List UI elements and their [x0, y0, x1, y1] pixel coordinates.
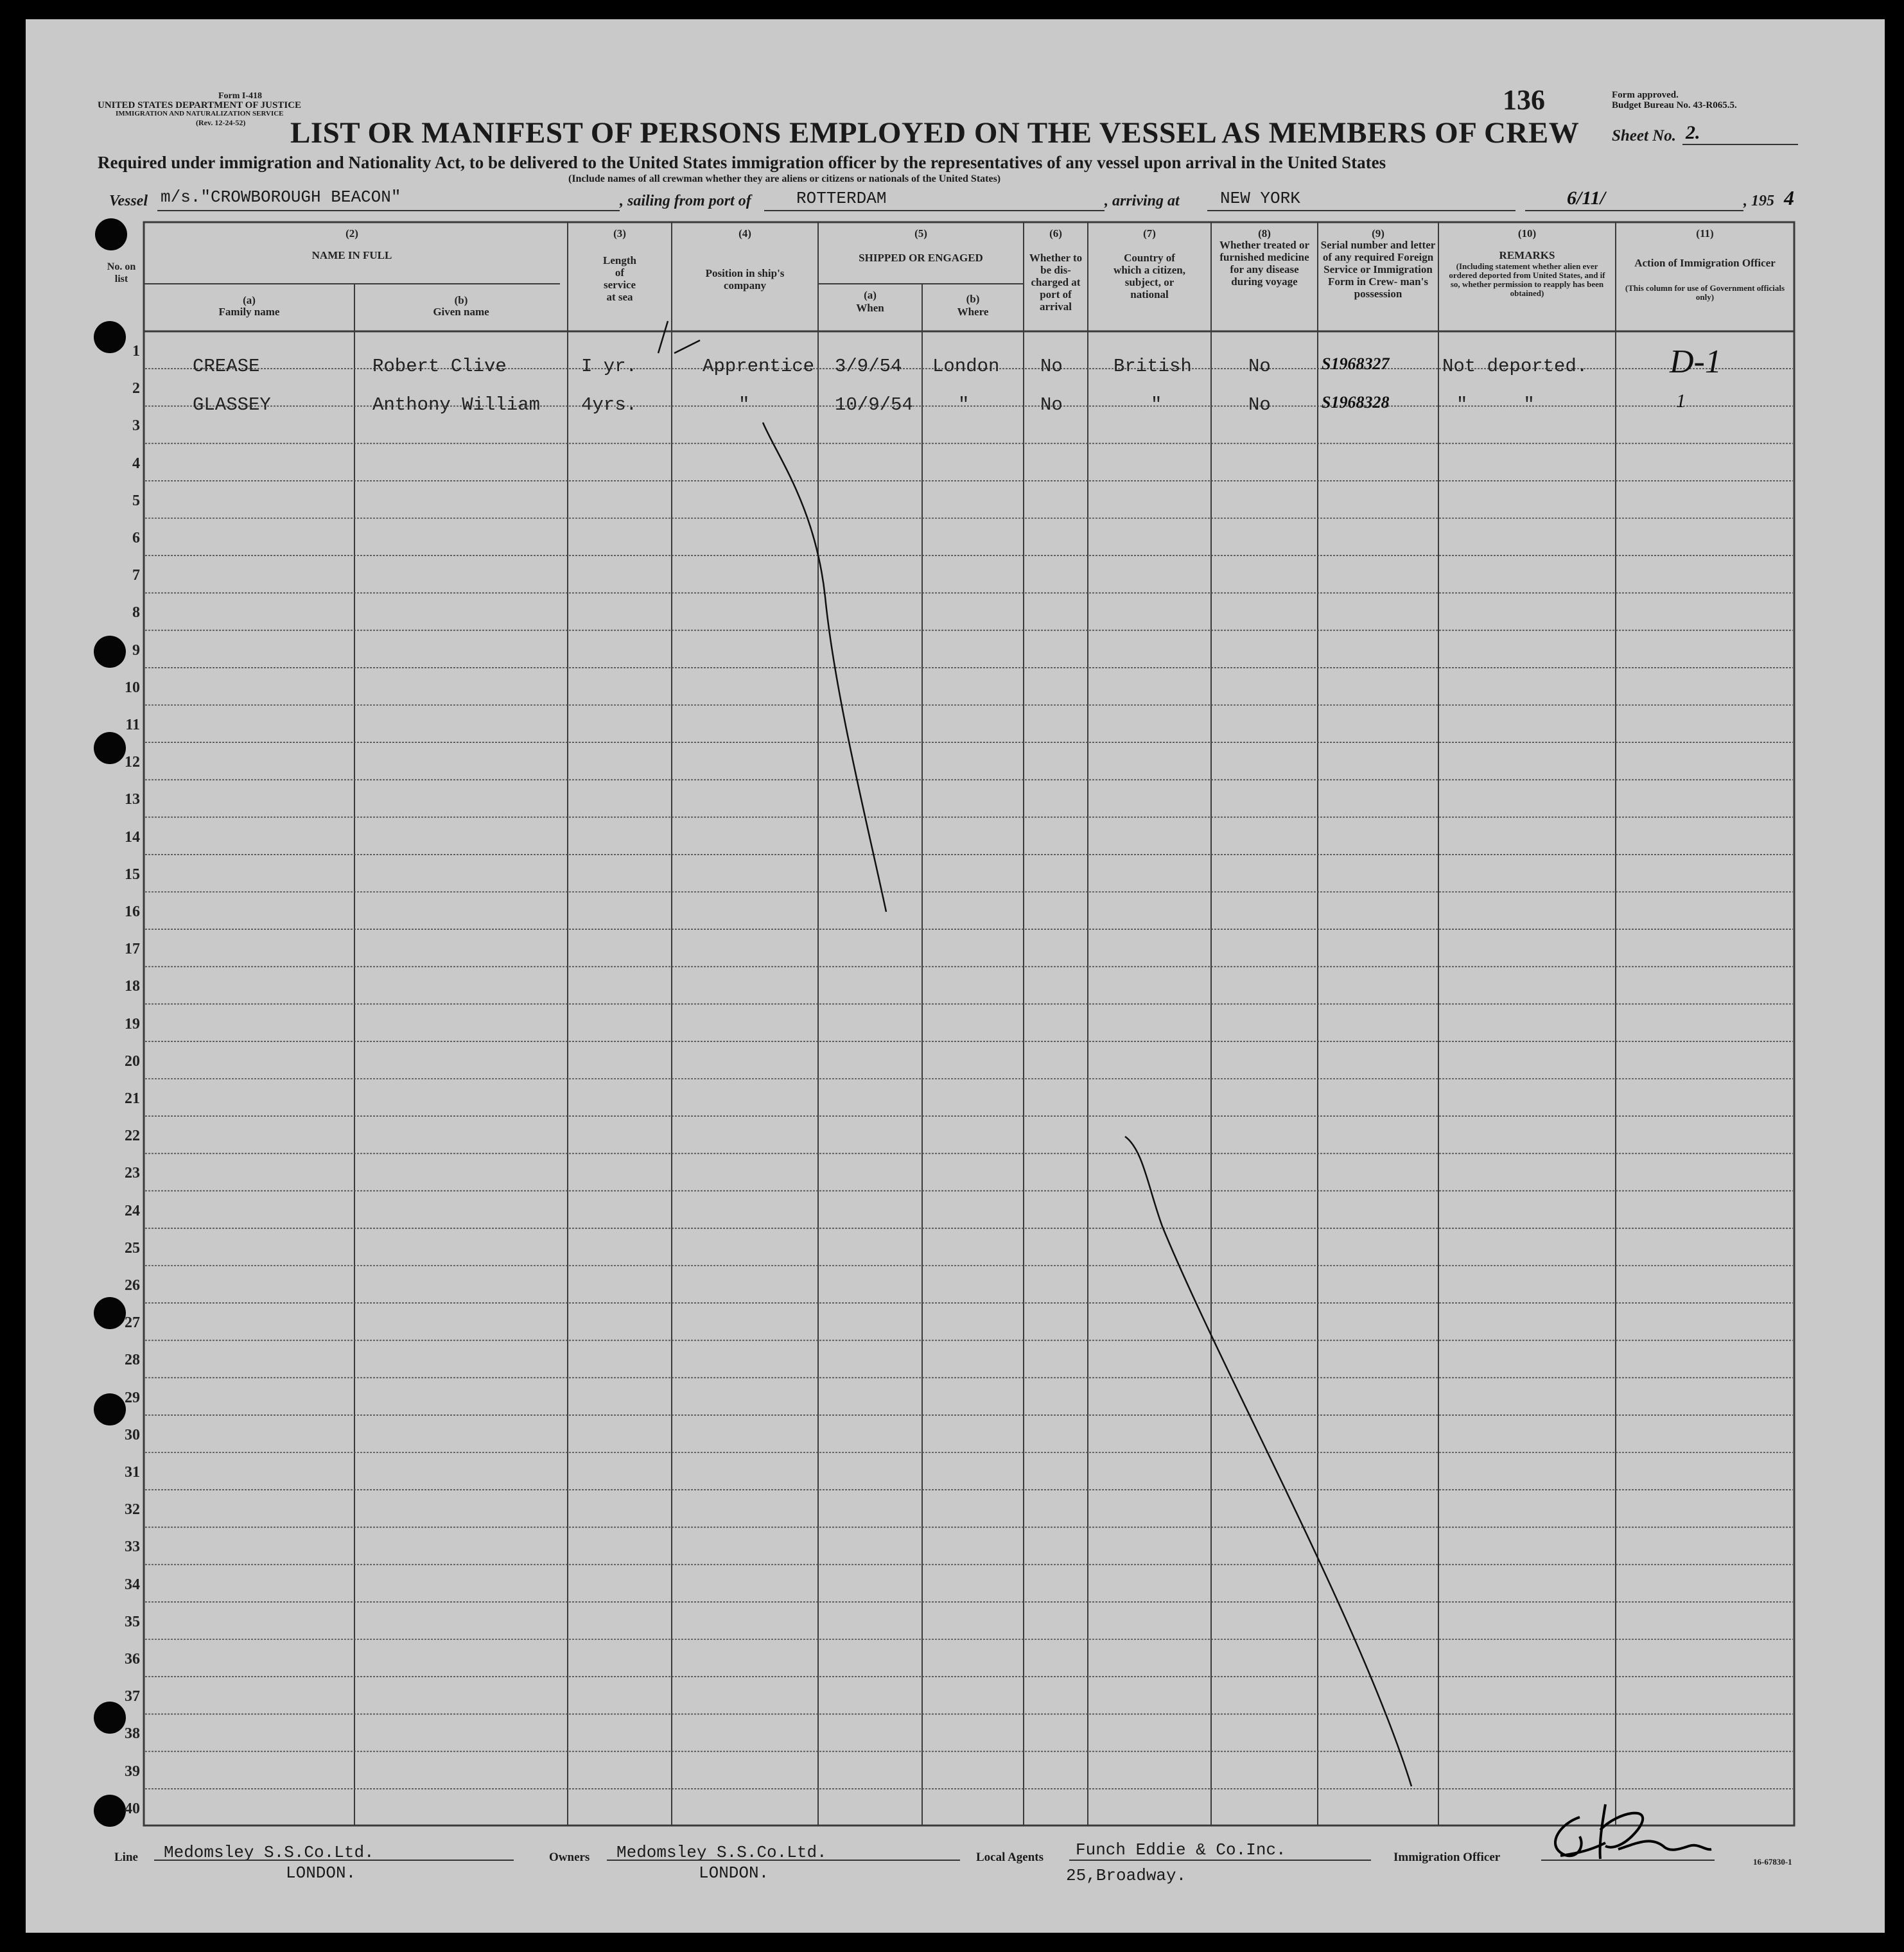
col-country-num: (7): [1143, 227, 1156, 240]
row-number: 40: [125, 1800, 140, 1817]
serial-number: S1968327: [1322, 354, 1390, 373]
row-number: 7: [132, 567, 140, 584]
col-name-num: (2): [345, 227, 358, 240]
col-name-title: NAME IN FULL: [311, 249, 392, 261]
given-name: Anthony William: [372, 394, 541, 415]
family-name: CREASE: [193, 356, 260, 377]
col-discharged-num: (6): [1049, 227, 1062, 240]
row-number: 36: [125, 1651, 140, 1668]
row-number: 30: [125, 1426, 140, 1443]
officer-action: 1: [1676, 390, 1686, 412]
year-value: 4: [1784, 186, 1794, 209]
row-number: 6: [132, 530, 140, 546]
col-medicine-num: (8): [1258, 227, 1271, 240]
row-number: 18: [125, 978, 140, 995]
row-number: 34: [125, 1576, 140, 1593]
agency: UNITED STATES DEPARTMENT OF JUSTICE: [98, 100, 302, 110]
row-number: 35: [125, 1613, 140, 1630]
row-number: 3: [132, 417, 140, 435]
arriving-label: , arriving at: [1105, 193, 1180, 209]
col-action-num: (11): [1696, 227, 1714, 240]
row-number: 29: [125, 1389, 140, 1406]
manifest-sheet: [26, 19, 1885, 1933]
remarks: Not deported.: [1442, 356, 1588, 377]
row-number: 13: [125, 791, 140, 808]
shipped-where: ": [958, 394, 970, 415]
form-id: Form I-418: [218, 91, 263, 101]
row-number: 11: [125, 717, 140, 733]
row-number: 37: [125, 1688, 140, 1705]
row-number: 15: [125, 866, 140, 883]
arrival-date: 6/11/: [1567, 187, 1606, 209]
position: Apprentice: [703, 356, 815, 377]
medicine: No: [1248, 356, 1271, 377]
col-family-num: (a): [243, 294, 256, 306]
page-title: LIST OR MANIFEST OF PERSONS EMPLOYED ON THE VESSEL AS MEMBERS OF CREW: [290, 116, 1580, 150]
col-shipped-num: (5): [914, 227, 927, 240]
page-number: 136: [1503, 84, 1545, 116]
row-number: 26: [125, 1277, 140, 1294]
row-number: 9: [132, 641, 140, 659]
col-discharged-header: Whether to be dis- charged at port of arrival: [1029, 252, 1083, 313]
shipped-when: 3/9/54: [835, 356, 902, 377]
col-serial-header: Serial number and letter of any required Foreign Service or Immigration Form in Crew- man's possession: [1320, 239, 1436, 300]
owners-label: Owners: [549, 1851, 590, 1864]
approval-line2: Budget Bureau No. 43-R065.5.: [1612, 100, 1737, 110]
col-given-num: (b): [454, 294, 468, 306]
sheet-label: Sheet No.: [1612, 127, 1676, 144]
col-action-note: (This column for use of Government officials only): [1625, 283, 1785, 302]
row-number: 39: [125, 1763, 140, 1780]
row-number: 5: [132, 492, 140, 509]
medicine: No: [1248, 394, 1271, 415]
row-number: 19: [125, 1015, 140, 1033]
row-number: 33: [125, 1538, 140, 1556]
serial-number: S1968328: [1322, 393, 1390, 412]
owners-value: Medomsley S.S.Co.Ltd.: [616, 1843, 827, 1862]
service: IMMIGRATION AND NATURALIZATION SERVICE: [116, 110, 284, 118]
row-number: 16: [125, 903, 140, 920]
col-serial-num: (9): [1372, 227, 1384, 240]
col-where-header: Where: [957, 306, 989, 318]
country: ": [1151, 394, 1162, 415]
service-length: I yr.: [581, 356, 638, 377]
agents-label: Local Agents: [976, 1851, 1044, 1864]
row-number: 14: [125, 828, 140, 846]
col-medicine-header: Whether treated or furnished medicine for any disease during voyage: [1219, 239, 1310, 288]
row-number: 23: [125, 1165, 140, 1182]
col-no-header: No. on list: [107, 261, 136, 284]
col-position-header: Position in ship's company: [705, 267, 785, 292]
row-number: 22: [125, 1128, 140, 1145]
row-number: 32: [125, 1501, 140, 1519]
col-position-num: (4): [738, 227, 751, 240]
row-number: 28: [125, 1352, 140, 1369]
col-country-header: Country of which a citizen, subject, or national: [1114, 252, 1185, 301]
row-number: 31: [125, 1464, 140, 1481]
year-label: , 195: [1743, 193, 1774, 209]
row-number: 38: [125, 1725, 140, 1743]
col-remarks-header: (Including statement whether alien ever ordered deported from United States, and if so, whether permission to reapply has been obtained): [1449, 261, 1605, 298]
position: ": [738, 394, 750, 415]
owners-city: LONDON.: [699, 1863, 769, 1883]
subtitle: Required under immigration and Nationality Act, to be delivered to the United States immigration officer by the representatives of any vessel upon arrival in the United States: [98, 153, 1386, 172]
approval-line1: Form approved.: [1612, 90, 1679, 100]
service-length: 4yrs.: [581, 394, 638, 415]
line-value: Medomsley S.S.Co.Ltd.: [164, 1843, 374, 1862]
row-number: 24: [125, 1202, 140, 1219]
row-number: 17: [125, 941, 140, 958]
family-name: GLASSEY: [193, 394, 271, 415]
officer-action: D-1: [1670, 344, 1722, 380]
given-name: Robert Clive: [372, 356, 507, 377]
shipped-when: 10/9/54: [835, 394, 913, 415]
vessel-label: Vessel: [109, 193, 148, 209]
line-label: Line: [114, 1851, 138, 1864]
col-family-header: Family name: [218, 306, 280, 318]
officer-signature: [1541, 1791, 1721, 1875]
agents-address: 25,Broadway.: [1066, 1866, 1187, 1885]
row-number: 2: [132, 380, 140, 397]
col-action-header: Action of Immigration Officer: [1634, 257, 1776, 269]
col-where-num: (b): [966, 293, 980, 305]
shipped-where: London: [932, 356, 1000, 377]
remarks: " ": [1456, 394, 1535, 415]
crew-note: (Include names of all crewman whether they are aliens or citizens or nationals of the United States): [568, 173, 1001, 184]
revision: (Rev. 12-24-52): [196, 118, 246, 127]
row-number: 27: [125, 1314, 140, 1332]
discharged: No: [1040, 394, 1063, 415]
col-remarks-num: (10): [1517, 227, 1537, 240]
agents-value: Funch Eddie & Co.Inc.: [1076, 1840, 1286, 1860]
col-service-num: (3): [613, 227, 626, 240]
row-number: 21: [125, 1090, 140, 1107]
row-number: 10: [125, 679, 140, 696]
col-shipped-title: SHIPPED OR ENGAGED: [859, 252, 983, 264]
col-remarks-title: REMARKS: [1499, 249, 1555, 261]
col-service-header: Length of service at sea: [603, 254, 636, 303]
row-number: 20: [125, 1052, 140, 1070]
officer-label: Immigration Officer: [1393, 1851, 1501, 1864]
row-number: 8: [132, 604, 140, 622]
col-when-num: (a): [864, 289, 877, 301]
line-city: LONDON.: [286, 1863, 356, 1883]
print-code: 16-67830-1: [1753, 1857, 1792, 1867]
arriving-value: NEW YORK: [1220, 189, 1300, 208]
col-when-header: When: [856, 302, 884, 314]
sheet-number: 2.: [1686, 122, 1700, 143]
port-value: ROTTERDAM: [796, 189, 887, 208]
row-number: 4: [132, 455, 140, 472]
vessel-name: m/s."CROWBOROUGH BEACON": [161, 187, 401, 207]
port-label: , sailing from port of: [620, 193, 751, 209]
col-given-header: Given name: [433, 306, 489, 318]
row-number: 12: [125, 754, 140, 771]
row-number: 25: [125, 1239, 140, 1257]
row-number: 1: [132, 343, 140, 360]
discharged: No: [1040, 356, 1063, 377]
country: British: [1114, 356, 1192, 377]
